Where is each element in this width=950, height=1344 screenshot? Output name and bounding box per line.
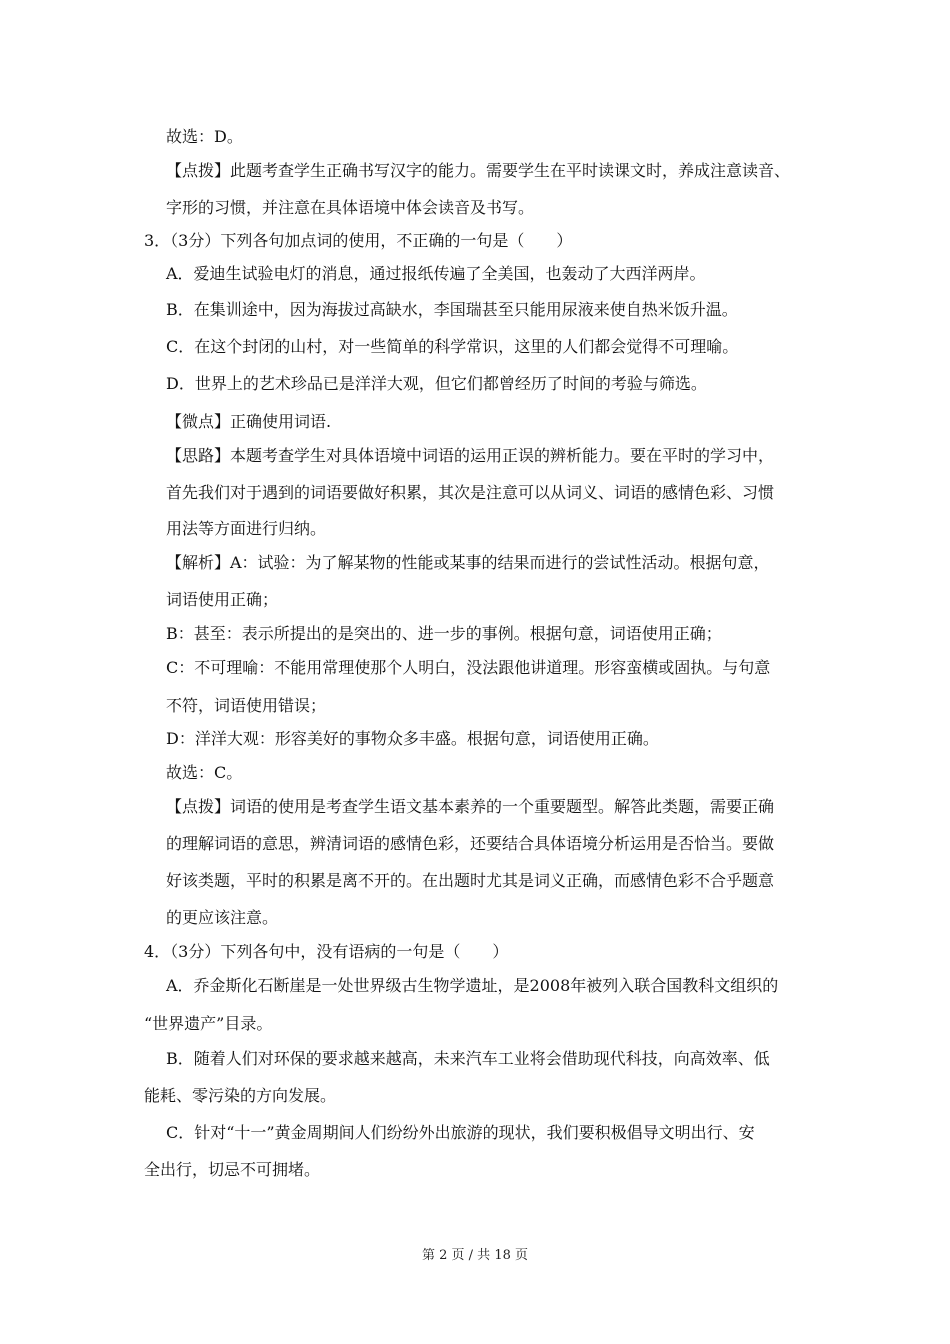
option-a: A．爱迪生试验电灯的消息，通过报纸传遍了全美国，也轰动了大西洋两岸。: [166, 264, 706, 283]
text-line: 【点拨】词语的使用是考查学生语文基本素养的一个重要题型。解答此类题，需要正确: [166, 797, 775, 816]
text-line: 好该类题，平时的积累是离不开的。在出题时尤其是词义正确，而感情色彩不合乎题意: [166, 871, 775, 890]
text-line: 故选：D。: [166, 127, 243, 146]
text-line: 字形的习惯，并注意在具体语境中体会读音及书写。: [166, 198, 535, 217]
option-c: C．针对“十一”黄金周期间人们纷纷外出旅游的现状，我们要积极倡导文明出行、安: [166, 1123, 755, 1142]
option-b: B．在集训途中，因为海拔过高缺水，李国瑞甚至只能用尿液来使自热米饭升温。: [166, 300, 738, 319]
text-line: 【解析】A：试验：为了解某物的性能或某事的结果而进行的尝试性活动。根据句意，: [166, 553, 770, 572]
text-line: “世界遗产”目录。: [144, 1014, 273, 1033]
question-4-heading: 4．（3分）下列各句中，没有语病的一句是（ ）: [144, 942, 509, 961]
text-line: 词语使用正确；: [166, 590, 279, 609]
text-line: 【点拨】此题考查学生正确书写汉字的能力。需要学生在平时读课文时，养成注意读音、: [166, 161, 791, 180]
text-line: 首先我们对于遇到的词语要做好积累，其次是注意可以从词义、词语的感情色彩、习惯: [166, 483, 775, 502]
page-footer: 第 2 页 / 共 18 页: [422, 1248, 528, 1263]
text-line: 故选：C。: [166, 763, 243, 782]
text-line: D：洋洋大观：形容美好的事物众多丰盛。根据句意，词语使用正确。: [166, 729, 659, 748]
text-line: 的理解词语的意思，辨清词语的感情色彩，还要结合具体语境分析运用是否恰当。要做: [166, 834, 775, 853]
text-line: 【微点】正确使用词语.: [166, 412, 332, 431]
question-3-heading: 3．（3分）下列各句加点词的使用，不正确的一句是（ ）: [144, 231, 573, 250]
text-line: 【思路】本题考查学生对具体语境中词语的运用正误的辨析能力。要在平时的学习中，: [166, 446, 775, 465]
option-a: A．乔金斯化石断崖是一处世界级古生物学遗址，是2008年被列入联合国教科文组织的: [166, 976, 779, 995]
text-line: C：不可理喻：不能用常理使那个人明白，没法跟他讲道理。形容蛮横或固执。与句意: [166, 658, 771, 677]
text-line: 的更应该注意。: [166, 908, 279, 927]
option-c: C．在这个封闭的山村，对一些简单的科学常识，这里的人们都会觉得不可理喻。: [166, 337, 739, 356]
text-line: 不符，词语使用错误；: [166, 696, 327, 715]
text-line: 用法等方面进行归纳。: [166, 519, 327, 538]
option-d: D．世界上的艺术珍品已是洋洋大观，但它们都曾经历了时间的考验与筛选。: [166, 374, 707, 393]
option-b: B．随着人们对环保的要求越来越高，未来汽车工业将会借助现代科技，向高效率、低: [166, 1049, 770, 1068]
text-line: B：甚至：表示所提出的是突出的、进一步的事例。根据句意，词语使用正确；: [166, 624, 722, 643]
text-line: 能耗、零污染的方向发展。: [144, 1086, 337, 1105]
text-line: 全出行，切忌不可拥堵。: [144, 1160, 321, 1179]
